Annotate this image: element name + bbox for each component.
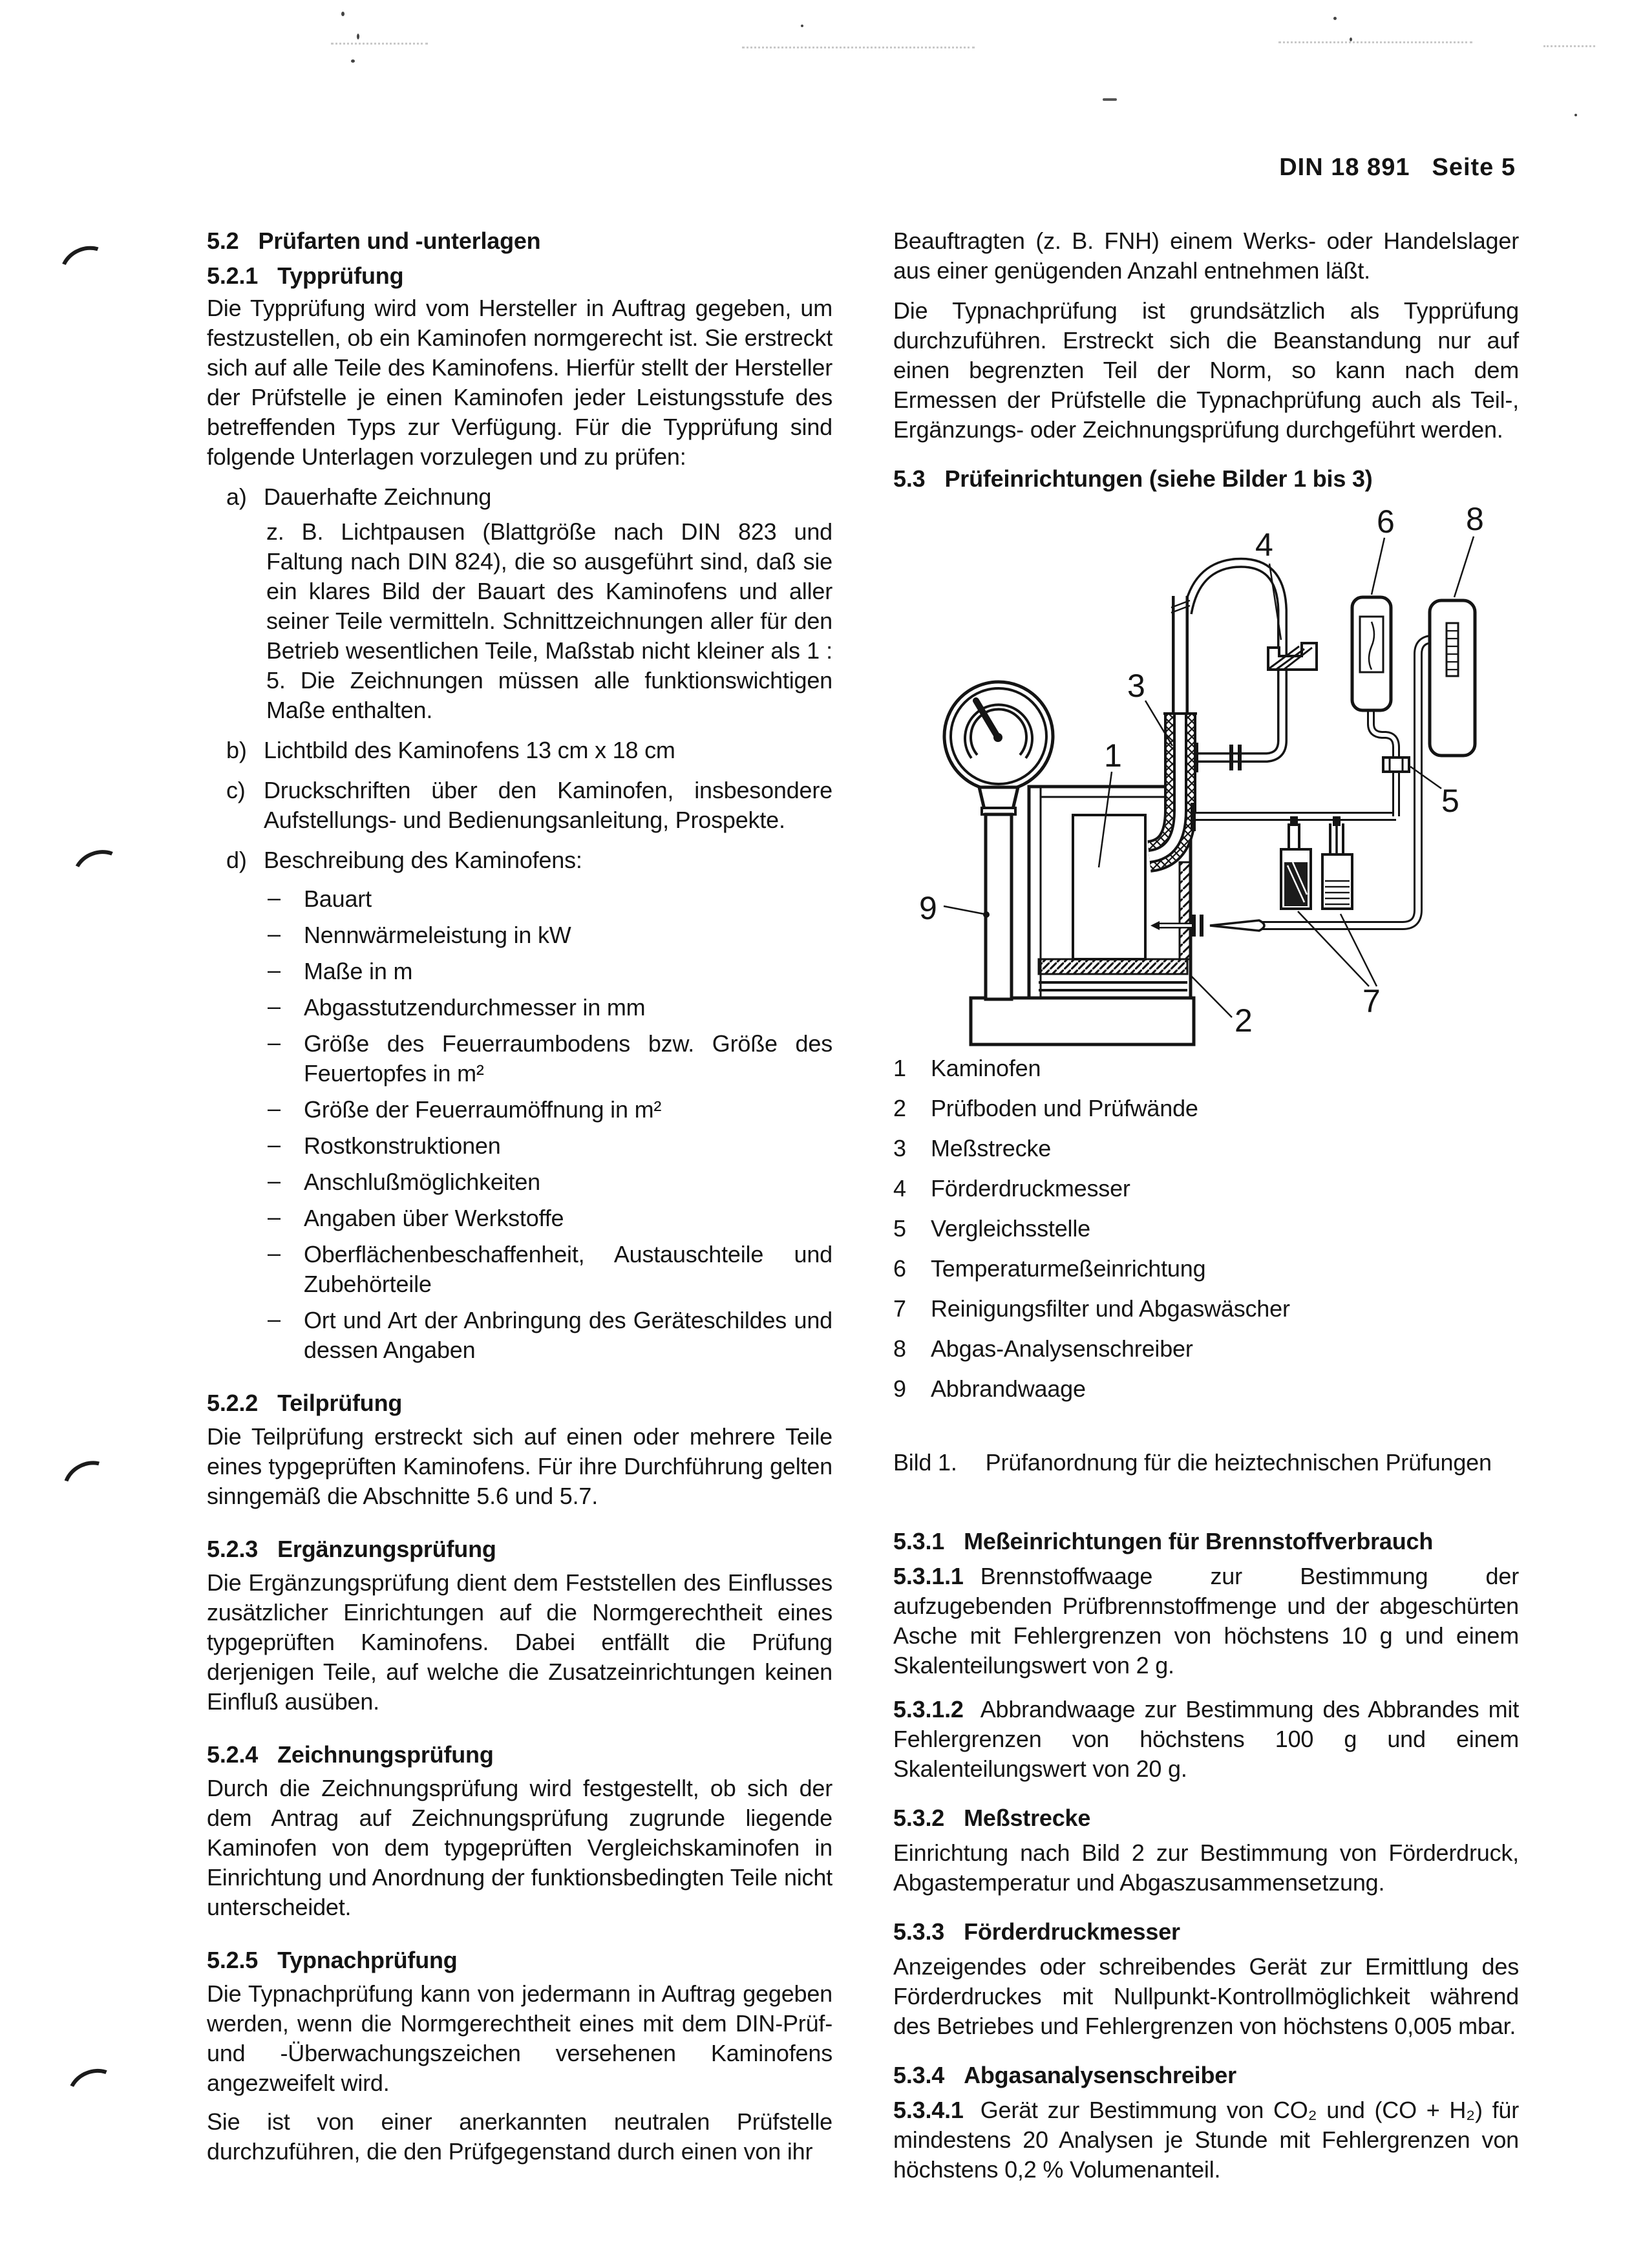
dash-item	[207, 1240, 832, 1299]
scan-dotted-line	[742, 47, 975, 48]
section-heading-5-3-2	[893, 1803, 1519, 1833]
paragraph-5-2-1: Die Typprüfung wird vom Hersteller in Auftrag gegeben, um festzustellen, ob ein Kaminofen normgerecht ist. Sie erstreckt sich auf alle Teile des Kaminofens. Hierfür stellt der Hersteller der Prüfstelle je einen Kaminofen jeder Leistungsstufe des betreffenden Typs zur Verfügung. Für die Typprüfung sind folgende Unterlagen vorzulegen und zu prüfen:	[207, 295, 832, 470]
valve-tick	[1238, 745, 1242, 770]
legend-item	[893, 1088, 1519, 1129]
section-title: Prüfeinrichtungen (siehe Bilder 1 bis 3)	[944, 465, 1373, 492]
dash-marker: –	[268, 884, 281, 911]
legend-number: 4	[893, 1175, 906, 1202]
dash-marker: –	[268, 1095, 281, 1121]
dash-marker: –	[268, 993, 281, 1019]
section-heading-5-2-1	[207, 261, 832, 291]
scan-speck	[1333, 17, 1337, 20]
dash-marker: –	[268, 920, 281, 947]
dash-item	[207, 1095, 832, 1125]
paragraph-number: 5.3.1.1	[893, 1563, 964, 1589]
legend-item	[893, 1329, 1519, 1369]
dash-item	[207, 1306, 832, 1365]
list-marker: a)	[226, 483, 247, 510]
figure-caption-text: Prüfanordnung für die heiztechnischen Prüfungen	[985, 1449, 1492, 1476]
legend-label: Kaminofen	[931, 1055, 1041, 1081]
legend-label: Abbrandwaage	[931, 1375, 1086, 1402]
callout-4: 4	[1255, 527, 1273, 563]
legend-item	[893, 1169, 1519, 1209]
section-title: Abgasanalysenschreiber	[964, 2062, 1236, 2088]
right-column	[893, 226, 1519, 2185]
scan-dotted-line	[331, 43, 428, 45]
list-marker: c)	[226, 777, 246, 803]
paragraph-5-3-3: Anzeigendes oder schreibendes Gerät zur Ermittlung des Förderdruckes mit Nullpunkt-Kontrollmöglichkeit während des Betriebes und Fehlergrenzen von höchstens 0,005 mbar.	[893, 1953, 1519, 2039]
callout-5: 5	[1441, 783, 1459, 819]
legend-item	[893, 1129, 1519, 1169]
paragraph-5-3-2: Einrichtung nach Bild 2 zur Bestimmung von Förderdruck, Abgastemperatur und Abgaszusammensetzung.	[893, 1839, 1519, 1896]
dash-item-text: Abgasstutzendurchmesser in mm	[304, 994, 646, 1021]
dash-marker: –	[268, 1167, 281, 1194]
section-title: Meßstrecke	[964, 1805, 1091, 1831]
legend-item	[893, 1209, 1519, 1249]
list-marker: b)	[226, 737, 247, 763]
scan-speck	[357, 34, 359, 39]
valve-tick	[1229, 745, 1233, 770]
weighing-platform-base	[971, 998, 1194, 1044]
dash-item	[207, 1131, 832, 1161]
paragraph-5-2-4: Durch die Zeichnungsprüfung wird festgestellt, ob sich der dem Antrag auf Zeichnungsprüfung zugrunde liegende Kaminofen von dem typgeprüften Vergleichskaminofen in Einrichtung und Anordnung der funktionsbedingten Teile nicht unterscheidet.	[207, 1775, 832, 1920]
legend-label: Abgas-Analysenschreiber	[931, 1335, 1193, 1362]
list-item-a-sub-paragraph: z. B. Lichtpausen (Blattgröße nach DIN 823 und Faltung nach DIN 824), die so ausgeführt sind, daß sie ein klares Bild der Bauart des Kaminofens und aller seiner Teile vermitteln. Schnittzeichnungen aller für den Betrieb wesentlichen Teile, Maßstab nicht kleiner als 1 : 5. Die Zeichnungen müssen alle funktionswichtigen Maße enthalten.	[266, 518, 832, 723]
flue-pipe	[1171, 595, 1190, 716]
list-item-d	[207, 845, 832, 875]
section-number: 5.3.3	[893, 1918, 945, 1945]
section-title: Meßeinrichtungen für Brennstoffverbrauch	[964, 1528, 1434, 1554]
legend-item	[893, 1249, 1519, 1289]
dash-marker: –	[268, 1306, 281, 1332]
legend-number: 3	[893, 1135, 906, 1161]
left-column	[207, 226, 832, 2167]
legend-label: Prüfboden und Prüfwände	[931, 1095, 1198, 1121]
firebox	[1073, 815, 1145, 959]
callout-2: 2	[1235, 1002, 1253, 1039]
scan-dotted-line	[1543, 45, 1595, 47]
paragraph-5-2-3: Die Ergänzungsprüfung dient dem Feststellen des Einflusses zusätzlicher Einrichtungen auf die Normgerechtheit eines typgeprüften Kaminofens. Dabei entfällt die Prüfung derjenigen Teile, auf welche die Zusatzeinrichtungen keinen Einfluß ausüben.	[207, 1569, 832, 1715]
section-heading-5-2-2	[207, 1388, 832, 1418]
figure-caption-label: Bild 1.	[893, 1449, 957, 1476]
list-item-text: Lichtbild des Kaminofens 13 cm x 18 cm	[264, 737, 675, 763]
water-fill	[1325, 879, 1350, 906]
legend-item	[893, 1289, 1519, 1329]
section-number: 5.2.2	[207, 1390, 259, 1416]
legend-number: 2	[893, 1095, 906, 1121]
section-number: 5.3.4	[893, 2062, 945, 2088]
legend-number: 7	[893, 1295, 906, 1322]
section-number: 5.3.2	[893, 1805, 945, 1831]
header-page-number: Seite 5	[1432, 154, 1516, 181]
section-title: Zeichnungsprüfung	[277, 1741, 494, 1768]
paragraph-text: Abbrandwaage zur Bestimmung des Abbrandes mit Fehlergrenzen von höchstens 100 g und einem Skalenteilungswert von 20 g.	[893, 1696, 1519, 1782]
figure-legend	[893, 1048, 1519, 1409]
section-number: 5.2.4	[207, 1741, 259, 1768]
flue-gas-analyser-recorder	[1430, 600, 1475, 756]
legend-number: 9	[893, 1375, 906, 1402]
draught-gauge-device	[1268, 643, 1317, 670]
paragraph-number: 5.3.1.2	[893, 1696, 964, 1722]
list-item-text: Druckschriften über den Kaminofen, insbesondere Aufstellungs- und Bedienungsanleitung, Prospekte.	[264, 777, 832, 833]
paragraph-text: Brennstoffwaage zur Bestimmung der aufzugebenden Prüfbrennstoffmenge und der abgeschürten Asche mit Fehlergrenzen von höchstens 10 g und einem Skalenteilungswert von 2 g.	[893, 1563, 1519, 1679]
test-rig-diagram	[893, 500, 1643, 1048]
section-number: 5.2.3	[207, 1536, 259, 1562]
dash-marker: –	[268, 957, 281, 983]
legend-number: 8	[893, 1335, 906, 1362]
list-item-text: Beschreibung des Kaminofens:	[264, 847, 582, 873]
header-doc-number: DIN 18 891	[1279, 154, 1410, 181]
scan-speck	[341, 12, 344, 16]
paragraph-5-3-1-1	[893, 1562, 1519, 1680]
dash-item	[207, 993, 832, 1023]
paragraph-number: 5.3.4.1	[893, 2097, 964, 2123]
dash-item-text: Ort und Art der Anbringung des Geräteschildes und dessen Angaben	[304, 1307, 832, 1363]
list-item-a	[207, 482, 832, 512]
legend-number: 6	[893, 1255, 906, 1282]
dash-item	[207, 1029, 832, 1088]
legend-label: Vergleichsstelle	[931, 1215, 1090, 1242]
legend-label: Reinigungsfilter und Abgaswäscher	[931, 1295, 1290, 1322]
dash-item-text: Rostkonstruktionen	[304, 1132, 501, 1159]
scale-column	[986, 814, 1012, 999]
pipe-nozzle	[1210, 920, 1264, 931]
wash-bottles	[1281, 816, 1352, 909]
paragraph-5-2-5-b: Sie ist von einer anerkannten neutralen Prüfstelle durchzuführen, die den Prüfgegenstand durch einen von ihr	[207, 2108, 832, 2165]
section-heading-5-3	[893, 464, 1519, 494]
callout-3: 3	[1127, 668, 1145, 704]
dash-item-text: Nennwärmeleistung in kW	[304, 922, 571, 948]
paragraph-5-2-2: Die Teilprüfung erstreckt sich auf einen oder mehrere Teile eines typgeprüften Kaminofens. Für ihre Durchführung gelten sinngemäß die Abschnitte 5.6 und 5.7.	[207, 1423, 832, 1509]
paragraph-5-3-4-1	[893, 2095, 1519, 2185]
dash-item	[207, 1167, 832, 1197]
dash-item-text: Oberflächenbeschaffenheit, Austauschteile und Zubehörteile	[304, 1241, 832, 1297]
hatched-wall	[1180, 862, 1191, 959]
section-number: 5.3.1	[893, 1528, 945, 1554]
paragraph-5-2-5-a: Die Typnachprüfung kann von jedermann in Auftrag gegeben werden, wenn die Normgerechtheit eines mit dem DIN-Prüf- und -Überwachungszeichen versehenen Kaminofens angezweifelt wird.	[207, 1980, 832, 2096]
dash-marker: –	[268, 1131, 281, 1158]
dash-item	[207, 1203, 832, 1233]
scan-dotted-line	[1278, 41, 1472, 43]
section-number: 5.2	[207, 228, 239, 254]
margin-arc-mark	[67, 843, 133, 904]
thermocouple-line	[1371, 710, 1409, 816]
dash-item-text: Größe des Feuerraumbodens bzw. Größe des Feuertopfes in m²	[304, 1030, 832, 1086]
figure-caption	[893, 1448, 1519, 1478]
legend-label: Temperaturmeßeinrichtung	[931, 1255, 1206, 1282]
list-item-c	[207, 776, 832, 835]
dash-marker: –	[268, 1203, 281, 1230]
callout-1: 1	[1104, 737, 1122, 774]
section-title: Prüfarten und -unterlagen	[258, 228, 541, 254]
section-title: Typnachprüfung	[277, 1947, 458, 1973]
section-title: Förderdruckmesser	[964, 1918, 1180, 1945]
margin-arc-mark	[54, 1452, 123, 1517]
dash-item-text: Maße in m	[304, 958, 413, 984]
section-title: Ergänzungsprüfung	[277, 1536, 496, 1562]
section-heading-5-2-5	[207, 1945, 832, 1975]
section-number: 5.2.5	[207, 1947, 259, 1973]
section-number: 5.3	[893, 465, 926, 492]
list-marker: d)	[226, 847, 247, 873]
legend-number: 5	[893, 1215, 906, 1242]
paragraph-continued-1: Beauftragten (z. B. FNH) einem Werks- oder Handelslager aus einer genügenden Anzahl entnehmen läßt.	[893, 228, 1519, 284]
legend-label: Förderdruckmesser	[931, 1175, 1130, 1202]
scan-speck	[1574, 114, 1577, 116]
callout-6: 6	[1377, 503, 1395, 540]
section-heading-5-2-3	[207, 1534, 832, 1564]
dash-marker: –	[268, 1029, 281, 1055]
section-title: Typprüfung	[277, 262, 404, 289]
section-heading-5-2	[207, 226, 832, 256]
dash-item-text: Größe der Feuerraumöffnung in m²	[304, 1096, 662, 1123]
section-number: 5.2.1	[207, 262, 259, 289]
legend-item	[893, 1369, 1519, 1409]
callout-9: 9	[919, 890, 937, 926]
list-item-text: Dauerhafte Zeichnung	[264, 483, 492, 510]
paragraph-text: Gerät zur Bestimmung von CO₂ und (CO + H₂) für mindestens 20 Analysen je Stunde mit Fehlergrenzen von höchstens 0,2 % Volumenanteil.	[893, 2097, 1519, 2183]
dash-item-text: Bauart	[304, 885, 372, 912]
margin-arc-mark	[61, 2061, 128, 2123]
dash-item-text: Anschlußmöglichkeiten	[304, 1169, 540, 1195]
scan-dash-mark	[1103, 98, 1117, 101]
paragraph-5-3-1-2	[893, 1695, 1519, 1784]
section-heading-5-2-4	[207, 1740, 832, 1770]
temperature-measuring-device	[1352, 597, 1391, 710]
figure-bild-1	[893, 500, 1643, 1048]
dash-item	[207, 920, 832, 950]
section-heading-5-3-1	[893, 1527, 1519, 1556]
paragraph-continued-2: Die Typnachprüfung ist grundsätzlich als Typprüfung durchzuführen. Erstreckt sich die Beanstandung nur auf einen begrenzten Teil der Norm, so kann nach dem Ermessen der Prüfstelle die Typnachprüfung auch als Teil-, Ergänzungs- oder Zeichnungsprüfung durchgeführt werden.	[893, 297, 1519, 443]
section-title: Teilprüfung	[277, 1390, 403, 1416]
legend-number: 1	[893, 1055, 906, 1081]
scan-speck	[801, 25, 803, 27]
margin-arc-mark	[52, 238, 120, 301]
dash-item-text: Angaben über Werkstoffe	[304, 1205, 564, 1231]
section-heading-5-3-4	[893, 2061, 1519, 2090]
legend-label: Meßstrecke	[931, 1135, 1052, 1161]
dash-marker: –	[268, 1240, 281, 1266]
scan-speck	[351, 59, 355, 63]
hatched-floor-plate	[1039, 959, 1187, 974]
list-item-b	[207, 736, 832, 765]
callout-8: 8	[1466, 501, 1484, 537]
reference-junction-union	[1383, 758, 1409, 772]
page-header	[1279, 154, 1516, 182]
legend-item	[893, 1048, 1519, 1088]
dash-item	[207, 884, 832, 914]
section-heading-5-3-3	[893, 1917, 1519, 1947]
dash-item	[207, 957, 832, 986]
callout-7: 7	[1362, 983, 1381, 1019]
